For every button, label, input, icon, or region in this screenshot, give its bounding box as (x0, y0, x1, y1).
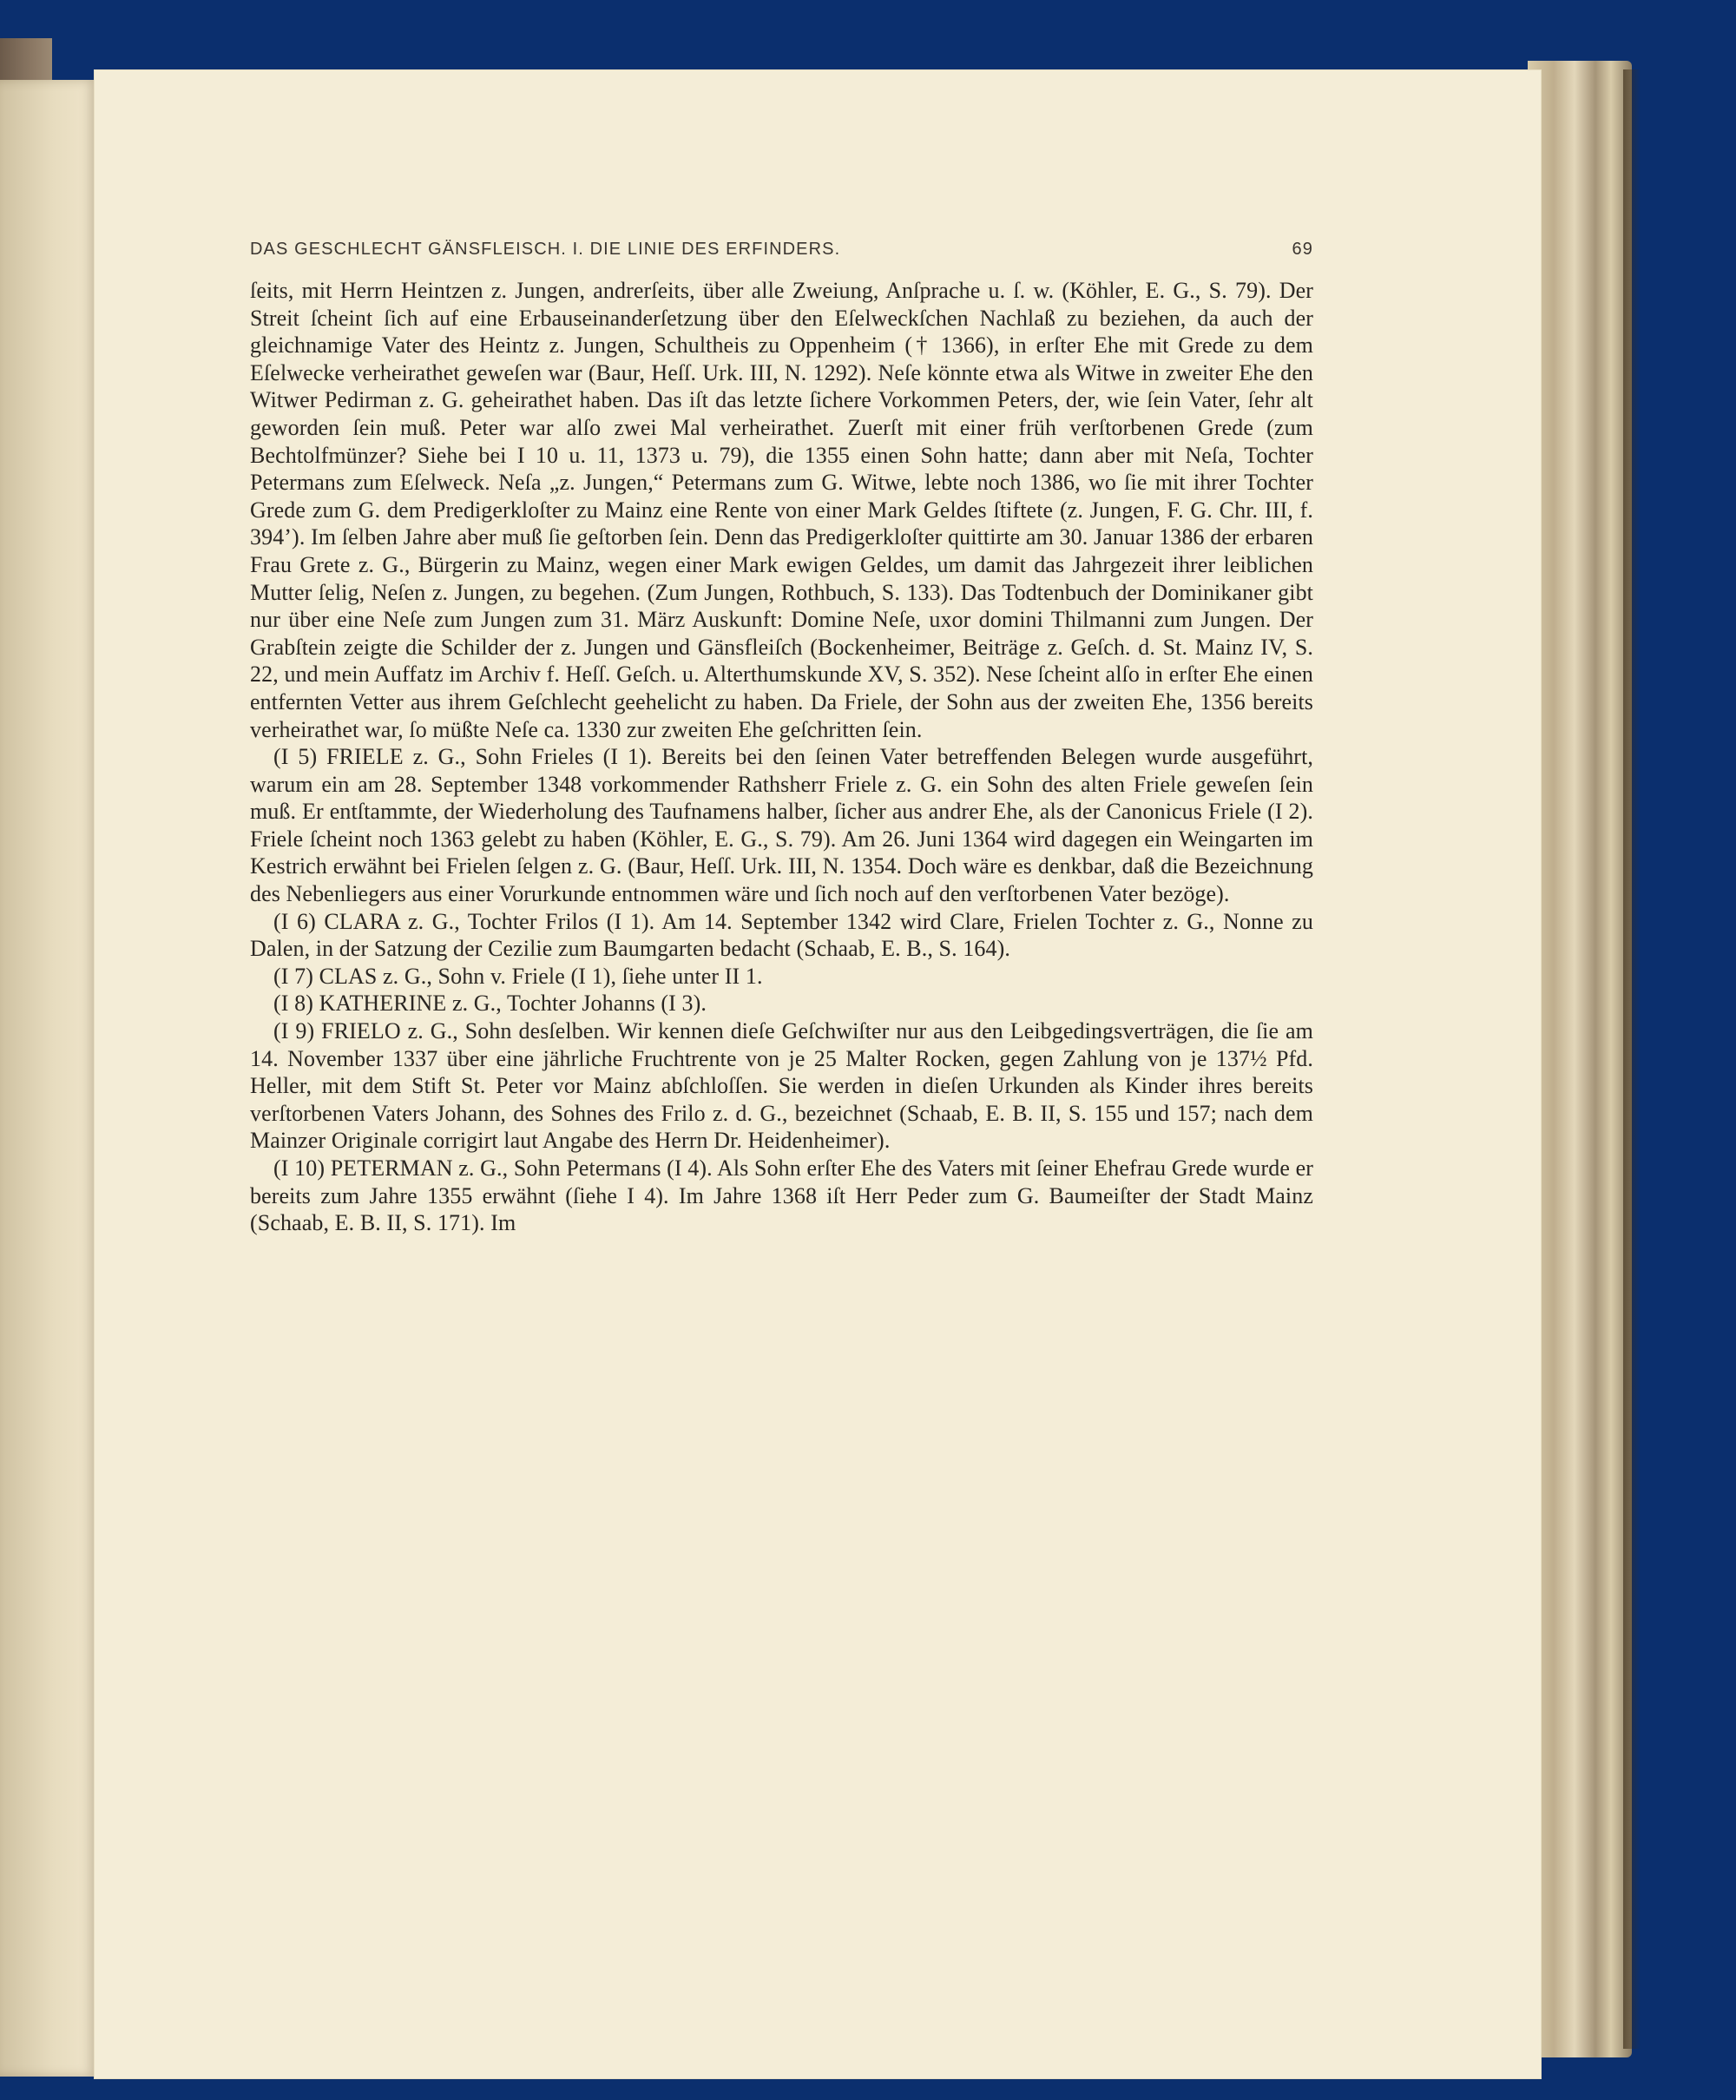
entry-friele: (I 5) FRIELE z. G., Sohn Frieles (I 1). Bereits bei den ſeinen Vater betreffenden Belegen wurde ausgeführt, warum ein am 28. September 1348 vorkommender Rathsherr Friele z. G. ein Sohn des alten Friele geweſen ſein muß. Er entſtammte, der Wiederholung des Taufnamens halber, ſicher aus andrer Ehe, als der Canonicus Friele (I 2). Friele ſcheint noch 1363 gelebt zu haben (Köhler, E. G., S. 79). Am 26. Juni 1364 wird dagegen ein Weingarten im Kestrich erwähnt bei Frielen ſelgen z. G. (Baur, Heſſ. Urk. III, N. 1354. Doch wäre es denkbar, daß die Bezeichnung des Nebenliegers aus einer Vorurkunde entnommen wäre und ſich noch auf den verſtorbenen Vater bezöge). (250, 744, 1313, 907)
page-edge-shadow (1623, 69, 1641, 2049)
entry-clas: (I 7) CLAS z. G., Sohn v. Friele (I 1), ſiehe unter II 1. (273, 963, 763, 989)
entry-frielo: (I 9) FRIELO z. G., Sohn desſelben. Wir kennen dieſe Geſchwiſter nur aus den Leibgedingsverträgen, die ſie am 14. November 1337 über eine jährliche Fruchtrente von je 25 Malter Rocken, gegen Zahlung von je 137½ Pfd. Heller, mit dem Stift St. Peter vor Mainz abſchloſſen. Sie werden in dieſen Urkunden als Kinder ihres bereits verſtorbenen Vaters Johann, des Sohnes des Frilo z. d. G., bezeichnet (Schaab, E. B. II, S. 155 und 157; nach dem Mainzer Originale corrigirt laut Angabe des Herrn Dr. Heidenheimer). (250, 1018, 1313, 1154)
entry-clara: (I 6) CLARA z. G., Tochter Frilos (I 1). Am 14. September 1342 wird Clare, Frielen Tochter z. G., Nonne zu Dalen, in der Satzung der Cezilie zum Baumgarten bedacht (Schaab, E. B., S. 164). (250, 908, 1313, 962)
running-head (250, 240, 1313, 260)
page-edges (1528, 61, 1632, 2057)
body-text (250, 277, 1313, 1237)
paragraph-continuation: ſeits, mit Herrn Heintzen z. Jungen, andrerſeits, über alle Zweiung, Anſprache u. ſ. w. (Köhler, E. G., S. 79). Der Streit ſcheint ſich auf eine Erbauseinanderſetzung über den Eſelweckſchen Nachlaß zu beziehen, da auch der gleichnamige Vater des Heintz z. Jungen, Schultheis zu Oppenheim († 1366), in erſter Ehe mit Grede zu dem Eſelwecke verheirathet geweſen war (Baur, Heſſ. Urk. III, N. 1292). Neſe könnte etwa als Witwe in zweiter Ehe den Witwer Pedirman z. G. geheirathet haben. Das iſt das letzte ſichere Vorkommen Peters, der, wie ſein Vater, ſehr alt geworden ſein muß. Peter war alſo zwei Mal verheirathet. Zuerſt mit einer früh verſtorbenen Grede (zum Bechtolfmünzer? Siehe bei I 10 u. 11, 1373 u. 79), die 1355 einen Sohn hatte; dann aber mit Neſa, Tochter Petermans zum Eſelweck. Neſa „z. Jungen,“ Petermans zum G. Witwe, lebte noch 1386, wo ſie mit ihrer Tochter Grede zum G. dem Predigerkloſter zu Mainz eine Rente von einer Mark Geldes ſtiftete (z. Jungen, F. G. Chr. III, f. 394’). Im ſelben Jahre aber muß ſie geſtorben ſein. Denn das Predigerkloſter quittirte am 30. Januar 1386 der erbaren Frau Grete z. G., Bürgerin zu Mainz, wegen einer Mark ewigen Geldes, um damit das Jahrgezeit ihrer leiblichen Mutter ſelig, Neſen z. Jungen, zu begehen. (Zum Jungen, Rothbuch, S. 133). Das Todtenbuch der Dominikaner gibt nur über eine Neſe zum Jungen zum 31. März Auskunft: Domine Neſe, uxor domini Thilmanni zum Jungen. Der Grabſtein zeigte die Schilder der z. Jungen und Gänsfleiſch (Bockenheimer, Beiträge z. Geſch. d. St. Mainz IV, S. 22, und mein Auffatz im Archiv f. Heſſ. Geſch. u. Alterthumskunde XV, S. 352). Nese ſcheint alſo in erſter Ehe einen entfernten Vetter aus ihrem Geſchlecht geehelicht zu haben. Da Friele, der Sohn aus der zweiten Ehe, 1356 bereits verheirathet war, ſo müßte Neſe ca. 1330 zur zweiten Ehe geſchritten ſein. (250, 278, 1313, 742)
page-content (250, 240, 1313, 1237)
facing-page-edge (0, 80, 97, 2077)
entry-katherine: (I 8) KATHERINE z. G., Tochter Johanns (I 3). (273, 991, 707, 1017)
page-number: 69 (1292, 240, 1313, 259)
running-head-title: DAS GESCHLECHT GÄNSFLEISCH. I. DIE LINIE DES ERFINDERS. (250, 240, 841, 259)
book-page (94, 69, 1542, 2079)
entry-peterman: (I 10) PETERMAN z. G., Sohn Petermans (I 4). Als Sohn erſter Ehe des Vaters mit ſeiner Ehefrau Grede wurde er bereits zum Jahre 1355 erwähnt (ſiehe I 4). Im Jahre 1368 iſt Herr Peder zum G. Baumeiſter der Stadt Mainz (Schaab, E. B. II, S. 171). Im (250, 1155, 1313, 1236)
